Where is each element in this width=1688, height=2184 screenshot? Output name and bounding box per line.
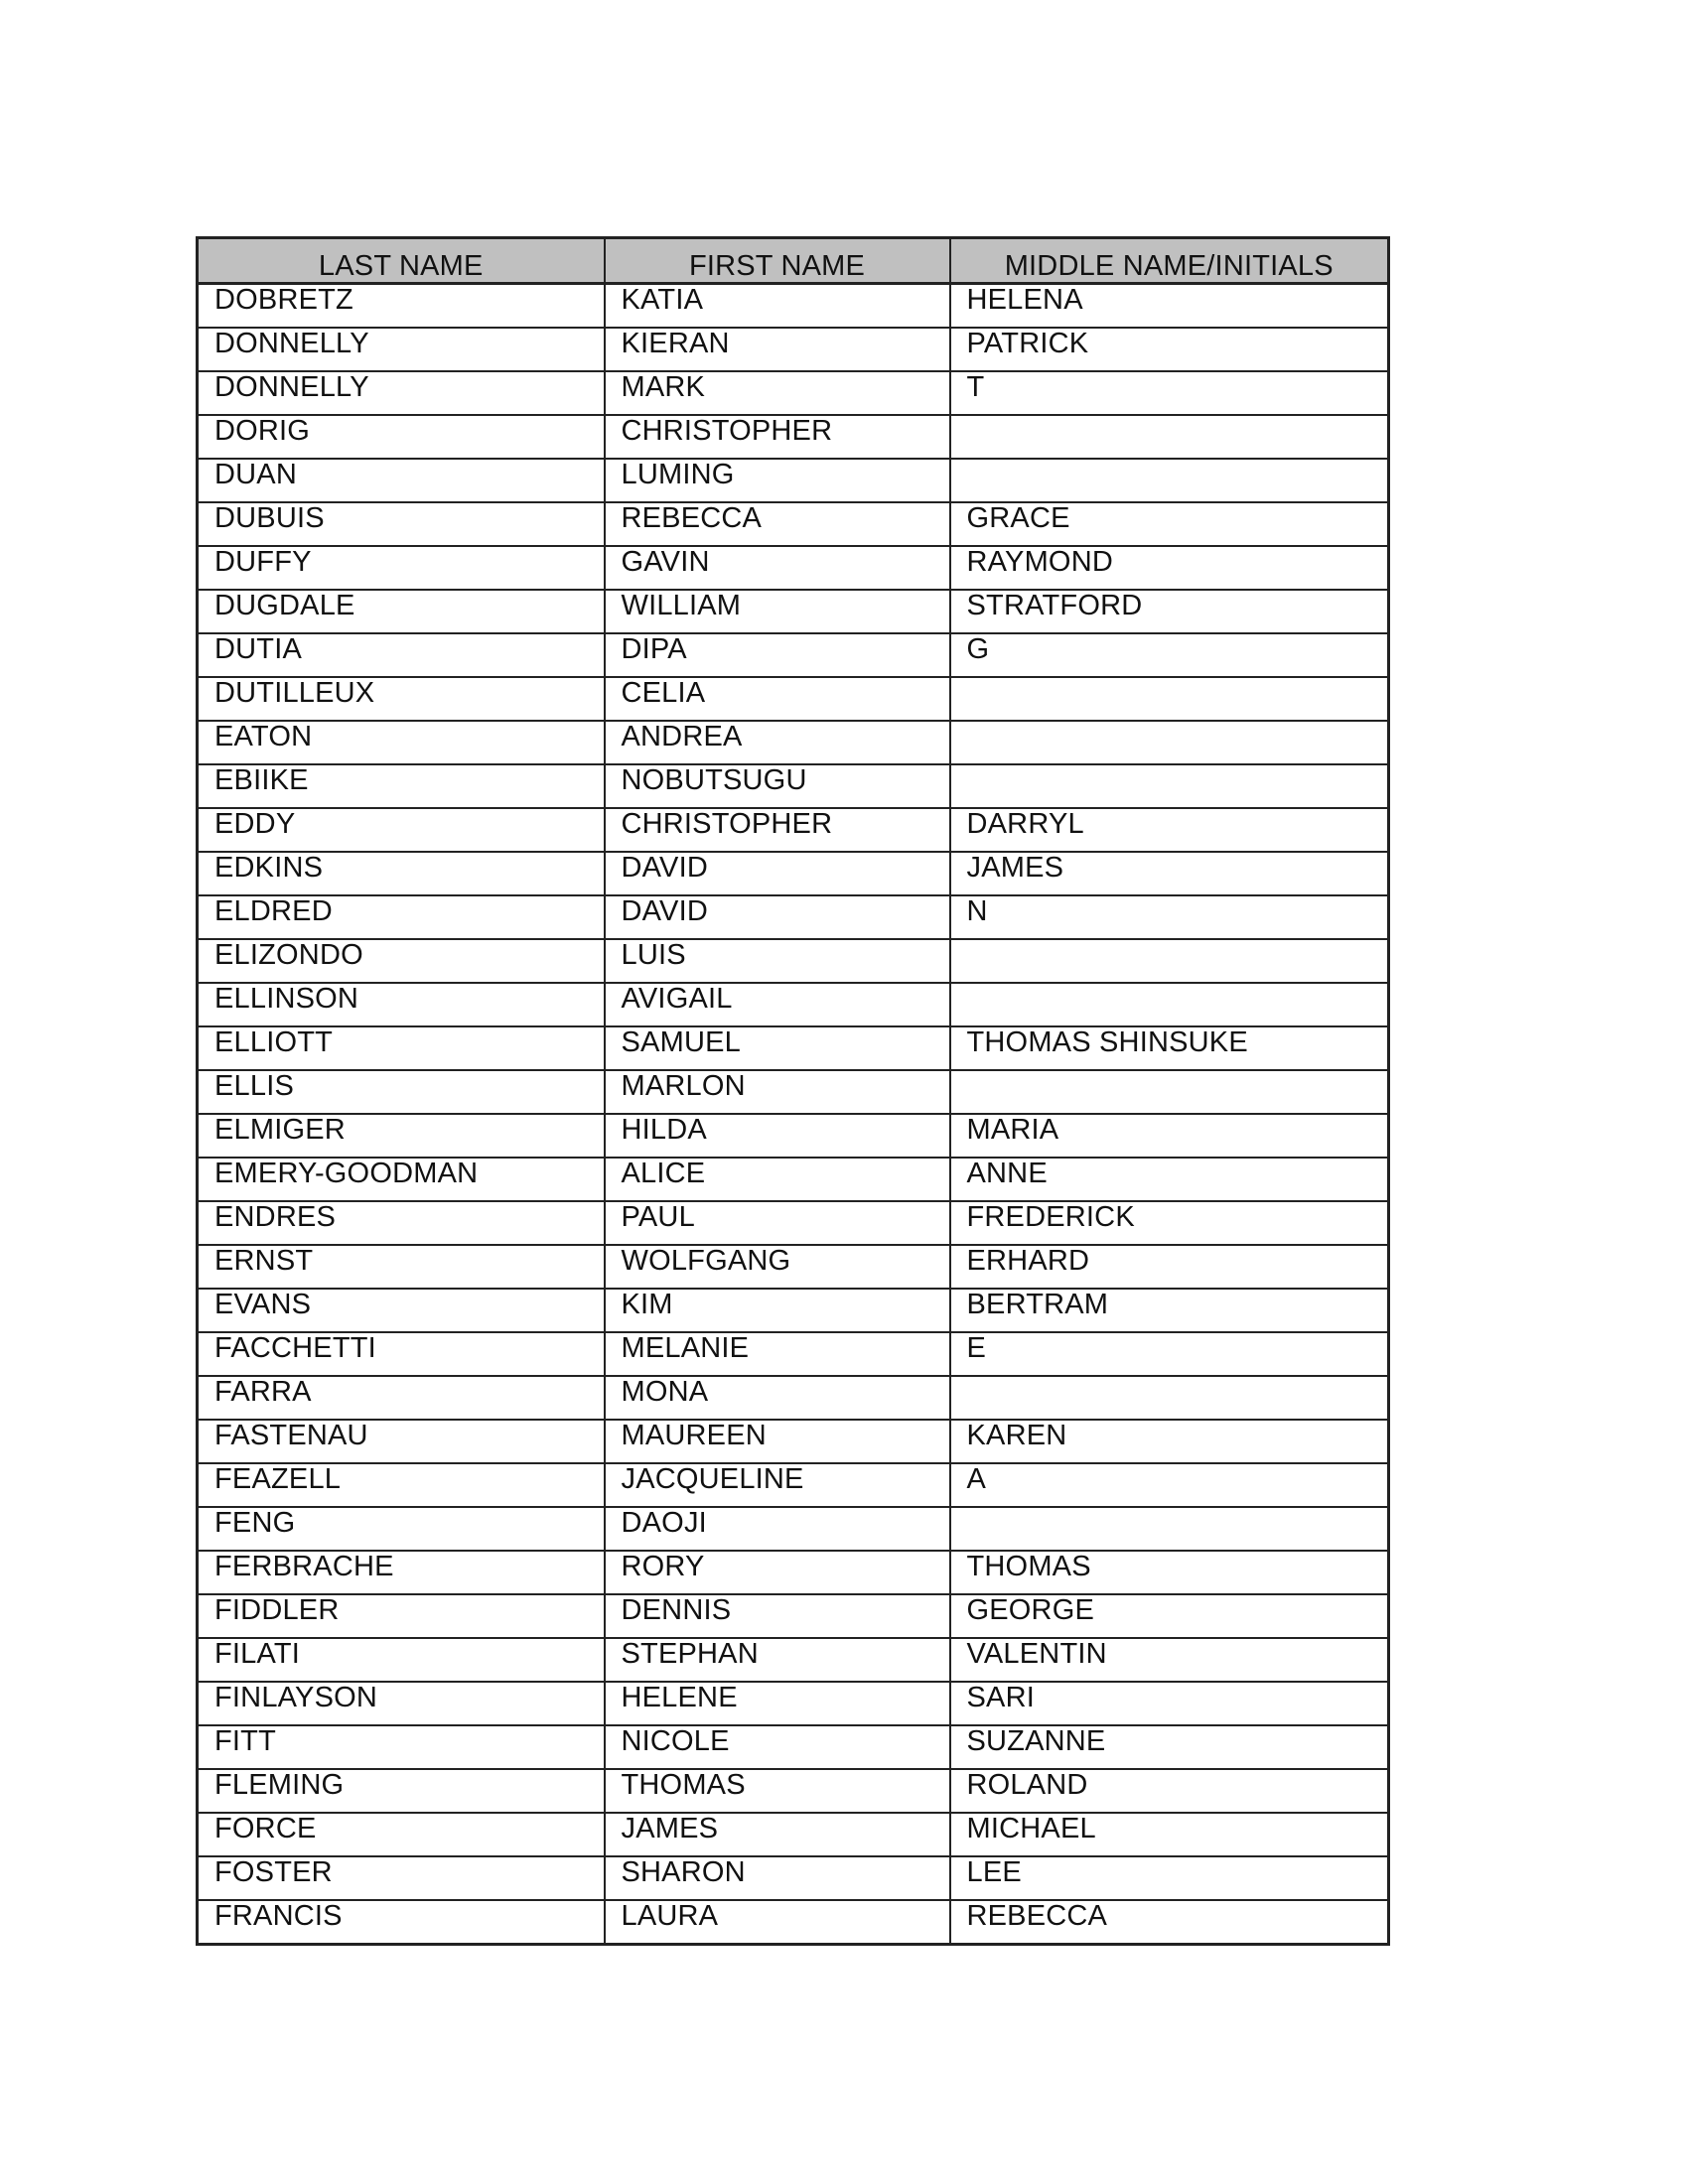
cell-first-name: MAUREEN [605, 1420, 950, 1463]
cell-middle-name: PATRICK [950, 328, 1389, 371]
cell-middle-name: SARI [950, 1682, 1389, 1725]
cell-last-name: FRANCIS [198, 1900, 605, 1945]
cell-first-name: MARK [605, 371, 950, 415]
cell-last-name: FERBRACHE [198, 1551, 605, 1594]
cell-first-name: HILDA [605, 1114, 950, 1158]
table-row [198, 1420, 1389, 1463]
cell-middle-name: STRATFORD [950, 590, 1389, 633]
cell-first-name: STEPHAN [605, 1638, 950, 1682]
cell-last-name: FARRA [198, 1376, 605, 1420]
cell-last-name: DUGDALE [198, 590, 605, 633]
cell-last-name: EBIIKE [198, 764, 605, 808]
cell-middle-name: T [950, 371, 1389, 415]
header-last-name: LAST NAME [198, 238, 605, 284]
cell-last-name: DUTIA [198, 633, 605, 677]
cell-last-name: FORCE [198, 1813, 605, 1856]
cell-last-name: ERNST [198, 1245, 605, 1289]
table-row [198, 415, 1389, 459]
cell-middle-name: FREDERICK [950, 1201, 1389, 1245]
table-row [198, 459, 1389, 502]
table-row [198, 1158, 1389, 1201]
table-row [198, 1507, 1389, 1551]
table-row [198, 1201, 1389, 1245]
table-row [198, 983, 1389, 1026]
table-row [198, 284, 1389, 329]
cell-middle-name: JAMES [950, 852, 1389, 895]
table-row [198, 1594, 1389, 1638]
table-row [198, 1551, 1389, 1594]
cell-middle-name: MARIA [950, 1114, 1389, 1158]
cell-middle-name: N [950, 895, 1389, 939]
cell-middle-name [950, 764, 1389, 808]
cell-first-name: WOLFGANG [605, 1245, 950, 1289]
cell-last-name: FLEMING [198, 1769, 605, 1813]
table-row [198, 1813, 1389, 1856]
cell-middle-name: BERTRAM [950, 1289, 1389, 1332]
cell-first-name: SHARON [605, 1856, 950, 1900]
cell-middle-name [950, 1376, 1389, 1420]
cell-first-name: MONA [605, 1376, 950, 1420]
cell-last-name: FACCHETTI [198, 1332, 605, 1376]
cell-first-name: PAUL [605, 1201, 950, 1245]
table-row [198, 808, 1389, 852]
cell-last-name: DOBRETZ [198, 284, 605, 329]
cell-middle-name [950, 415, 1389, 459]
cell-middle-name: ERHARD [950, 1245, 1389, 1289]
cell-last-name: FASTENAU [198, 1420, 605, 1463]
cell-first-name: MARLON [605, 1070, 950, 1114]
cell-first-name: AVIGAIL [605, 983, 950, 1026]
table-row [198, 1900, 1389, 1945]
table-row [198, 1725, 1389, 1769]
table-row [198, 1289, 1389, 1332]
cell-first-name: JAMES [605, 1813, 950, 1856]
cell-last-name: DUBUIS [198, 502, 605, 546]
cell-middle-name: MICHAEL [950, 1813, 1389, 1856]
table-row [198, 1114, 1389, 1158]
cell-first-name: KIERAN [605, 328, 950, 371]
table-row [198, 328, 1389, 371]
header-first-name: FIRST NAME [605, 238, 950, 284]
cell-middle-name: GRACE [950, 502, 1389, 546]
cell-last-name: FINLAYSON [198, 1682, 605, 1725]
cell-middle-name: RAYMOND [950, 546, 1389, 590]
cell-middle-name [950, 1070, 1389, 1114]
table-row [198, 502, 1389, 546]
cell-middle-name: HELENA [950, 284, 1389, 329]
table-row [198, 1245, 1389, 1289]
cell-middle-name: THOMAS SHINSUKE [950, 1026, 1389, 1070]
cell-last-name: EDKINS [198, 852, 605, 895]
cell-last-name: ENDRES [198, 1201, 605, 1245]
cell-first-name: DAVID [605, 852, 950, 895]
table-row [198, 590, 1389, 633]
cell-first-name: RORY [605, 1551, 950, 1594]
table-row [198, 852, 1389, 895]
cell-first-name: ANDREA [605, 721, 950, 764]
cell-first-name: KIM [605, 1289, 950, 1332]
cell-last-name: FILATI [198, 1638, 605, 1682]
cell-first-name: GAVIN [605, 546, 950, 590]
cell-last-name: EVANS [198, 1289, 605, 1332]
table-row [198, 1332, 1389, 1376]
cell-first-name: REBECCA [605, 502, 950, 546]
cell-last-name: DORIG [198, 415, 605, 459]
table-body [198, 284, 1389, 1945]
cell-last-name: ELLINSON [198, 983, 605, 1026]
cell-middle-name: KAREN [950, 1420, 1389, 1463]
cell-middle-name: E [950, 1332, 1389, 1376]
cell-last-name: FOSTER [198, 1856, 605, 1900]
cell-middle-name [950, 1507, 1389, 1551]
table-row [198, 721, 1389, 764]
cell-first-name: ALICE [605, 1158, 950, 1201]
cell-first-name: CHRISTOPHER [605, 808, 950, 852]
table-row [198, 1769, 1389, 1813]
cell-first-name: NOBUTSUGU [605, 764, 950, 808]
names-table [196, 236, 1390, 1946]
cell-middle-name: LEE [950, 1856, 1389, 1900]
table-row [198, 1682, 1389, 1725]
cell-middle-name: A [950, 1463, 1389, 1507]
cell-first-name: CHRISTOPHER [605, 415, 950, 459]
cell-middle-name [950, 677, 1389, 721]
cell-first-name: LUMING [605, 459, 950, 502]
table-row [198, 633, 1389, 677]
cell-first-name: DAOJI [605, 1507, 950, 1551]
cell-middle-name: VALENTIN [950, 1638, 1389, 1682]
table-row [198, 1376, 1389, 1420]
table-row [198, 1463, 1389, 1507]
header-row [198, 238, 1389, 284]
cell-middle-name [950, 939, 1389, 983]
cell-last-name: DUFFY [198, 546, 605, 590]
cell-last-name: EMERY-GOODMAN [198, 1158, 605, 1201]
cell-first-name: DIPA [605, 633, 950, 677]
cell-last-name: FEAZELL [198, 1463, 605, 1507]
cell-middle-name: REBECCA [950, 1900, 1389, 1945]
cell-middle-name: SUZANNE [950, 1725, 1389, 1769]
cell-first-name: MELANIE [605, 1332, 950, 1376]
cell-last-name: ELMIGER [198, 1114, 605, 1158]
cell-first-name: LUIS [605, 939, 950, 983]
cell-first-name: KATIA [605, 284, 950, 329]
table-row [198, 677, 1389, 721]
cell-first-name: JACQUELINE [605, 1463, 950, 1507]
cell-middle-name [950, 721, 1389, 764]
table-row [198, 371, 1389, 415]
cell-first-name: WILLIAM [605, 590, 950, 633]
table-row [198, 1638, 1389, 1682]
cell-last-name: FIDDLER [198, 1594, 605, 1638]
cell-last-name: ELLIOTT [198, 1026, 605, 1070]
cell-last-name: FENG [198, 1507, 605, 1551]
cell-middle-name: ANNE [950, 1158, 1389, 1201]
cell-middle-name [950, 459, 1389, 502]
table-header [198, 238, 1389, 284]
cell-first-name: DAVID [605, 895, 950, 939]
table-row [198, 1026, 1389, 1070]
header-middle-name: MIDDLE NAME/INITIALS [950, 238, 1389, 284]
cell-last-name: DONNELLY [198, 328, 605, 371]
cell-last-name: DUTILLEUX [198, 677, 605, 721]
cell-first-name: NICOLE [605, 1725, 950, 1769]
table-row [198, 546, 1389, 590]
table-row [198, 939, 1389, 983]
cell-last-name: ELDRED [198, 895, 605, 939]
cell-last-name: FITT [198, 1725, 605, 1769]
cell-middle-name: G [950, 633, 1389, 677]
cell-first-name: THOMAS [605, 1769, 950, 1813]
cell-first-name: DENNIS [605, 1594, 950, 1638]
cell-last-name: DUAN [198, 459, 605, 502]
cell-last-name: EATON [198, 721, 605, 764]
cell-middle-name: DARRYL [950, 808, 1389, 852]
cell-middle-name: THOMAS [950, 1551, 1389, 1594]
cell-first-name: LAURA [605, 1900, 950, 1945]
cell-last-name: ELIZONDO [198, 939, 605, 983]
cell-first-name: HELENE [605, 1682, 950, 1725]
cell-middle-name [950, 983, 1389, 1026]
cell-middle-name: ROLAND [950, 1769, 1389, 1813]
cell-last-name: EDDY [198, 808, 605, 852]
table-row [198, 764, 1389, 808]
table-row [198, 895, 1389, 939]
table-row [198, 1856, 1389, 1900]
table-row [198, 1070, 1389, 1114]
cell-first-name: SAMUEL [605, 1026, 950, 1070]
cell-middle-name: GEORGE [950, 1594, 1389, 1638]
cell-last-name: ELLIS [198, 1070, 605, 1114]
cell-last-name: DONNELLY [198, 371, 605, 415]
cell-first-name: CELIA [605, 677, 950, 721]
